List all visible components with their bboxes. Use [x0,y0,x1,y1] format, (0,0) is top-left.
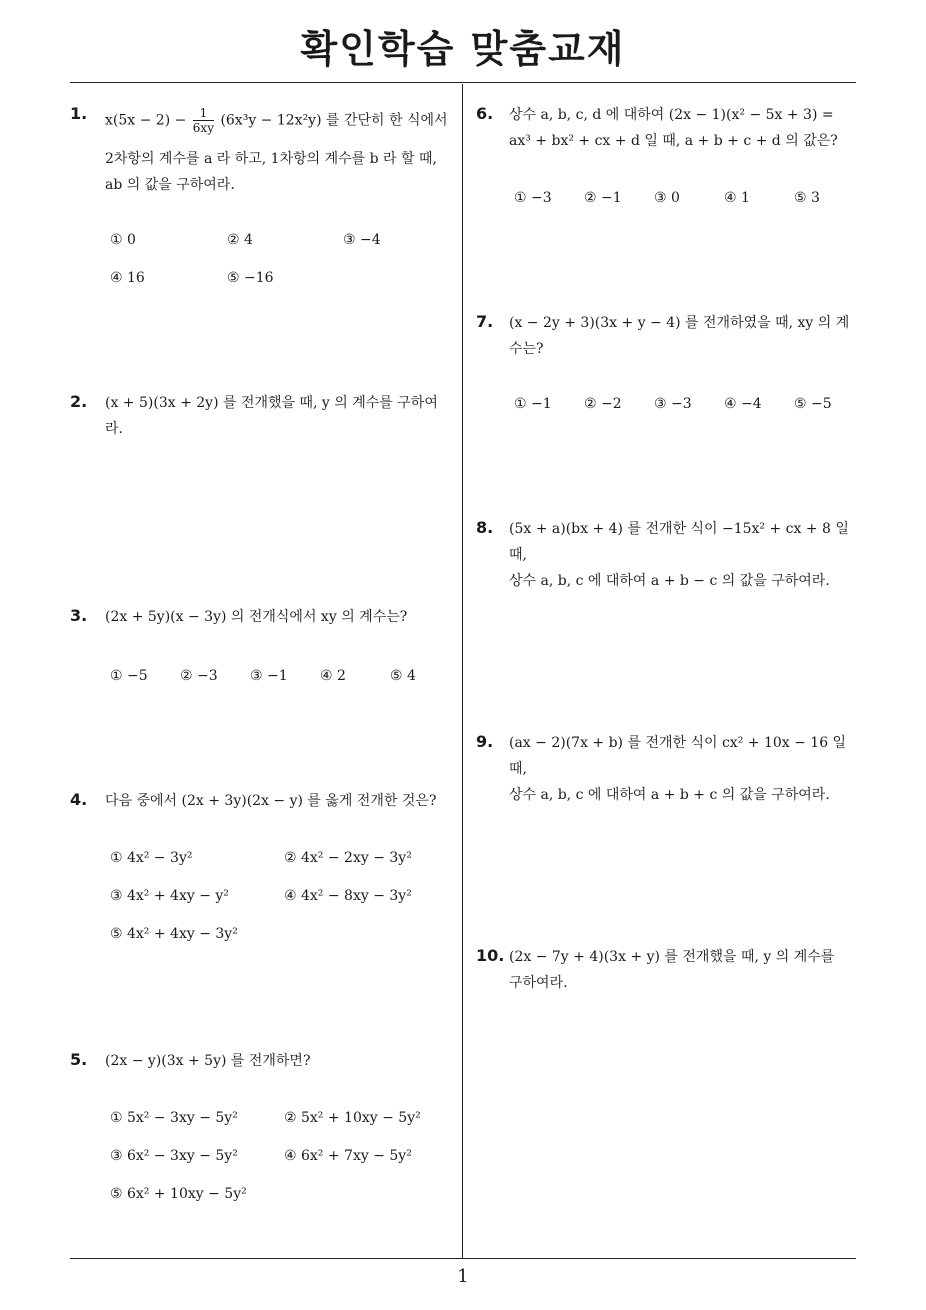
answer-option[interactable]: ① 0 [110,232,136,248]
answer-option[interactable]: ④ 1 [724,190,750,206]
question-text: (x + 5)(3x + 2y) 를 전개했을 때, y 의 계수를 구하여 라. [105,395,438,437]
question-number: 8. [476,518,494,537]
bottom-divider [70,1258,856,1259]
question-text [105,106,465,135]
answer-option[interactable]: ① 4x² − 3y² [110,850,193,866]
question-text-line: ab 의 값을 구하여라. [105,177,235,193]
fraction-numerator: 1 [193,106,214,121]
answer-option[interactable]: ② −1 [584,190,622,206]
answer-option[interactable]: ⑤ −5 [794,396,832,412]
answer-option[interactable]: ② −2 [584,396,622,412]
answer-option[interactable]: ③ −3 [654,396,692,412]
answer-option[interactable]: ② 5x² + 10xy − 5y² [284,1110,421,1126]
page-number: 1 [457,1266,469,1287]
question-number: 4. [70,790,88,809]
question-text: (2x − 7y + 4)(3x + y) 를 전개했을 때, y 의 계수를 구하여라. [509,949,835,991]
answer-option[interactable]: ② 4x² − 2xy − 3y² [284,850,412,866]
answer-option[interactable]: ② 4 [227,232,253,248]
answer-option[interactable]: ③ 6x² − 3xy − 5y² [110,1148,238,1164]
question-text: (ax − 2)(7x + b) 를 전개한 식이 cx² + 10x − 16 일 때, 상수 a, b, c 에 대하여 a + b + c 의 값을 구하여라. [509,735,847,803]
answer-option[interactable]: ⑤ 6x² + 10xy − 5y² [110,1186,247,1202]
answer-option[interactable]: ④ 2 [320,668,346,684]
question-number: 10. [476,946,505,965]
question-text: (5x + a)(bx + 4) 를 전개한 식이 −15x² + cx + 8 일 때, 상수 a, b, c 에 대하여 a + b − c 의 값을 구하여라. [509,521,849,589]
answer-option[interactable]: ③ −4 [343,232,381,248]
answer-option[interactable]: ② −3 [180,668,218,684]
answer-option[interactable]: ④ 6x² + 7xy − 5y² [284,1148,412,1164]
answer-option[interactable]: ③ 4x² + 4xy − y² [110,888,229,904]
question-text-part: x(5x − 2) − [105,112,187,129]
question-number: 3. [70,606,88,625]
answer-option[interactable]: ① 5x² − 3xy − 5y² [110,1110,238,1126]
question-number: 7. [476,312,494,331]
column-divider [462,84,463,1258]
question-text-line: 2차항의 계수를 a 라 하고, 1차항의 계수를 b 라 할 때, [105,151,437,167]
fraction-denominator: 6xy [192,121,214,135]
answer-option[interactable]: ⑤ −16 [227,270,274,286]
answer-option[interactable]: ① −3 [514,190,552,206]
answer-option[interactable]: ④ −4 [724,396,762,412]
question-text-part: (6x³y − 12x²y) 를 간단히 한 식에서 [220,112,448,129]
question-number: 2. [70,392,88,411]
answer-option[interactable]: ① −5 [110,668,148,684]
answer-option[interactable]: ① −1 [514,396,552,412]
question-text: (2x − y)(3x + 5y) 를 전개하면? [105,1053,311,1069]
question-text: 상수 a, b, c, d 에 대하여 (2x − 1)(x² − 5x + 3) = ax³ + bx² + cx + d 일 때, a + b + c + d 의 값은? [509,107,838,149]
question-text: 다음 중에서 (2x + 3y)(2x − y) 를 옳게 전개한 것은? [105,793,437,809]
answer-option[interactable]: ⑤ 3 [794,190,820,206]
question-text: (2x + 5y)(x − 3y) 의 전개식에서 xy 의 계수는? [105,609,408,625]
answer-option[interactable]: ⑤ 4x² + 4xy − 3y² [110,926,238,942]
question-text: (x − 2y + 3)(3x + y − 4) 를 전개하였을 때, xy 의 계 수는? [509,315,850,357]
answer-option[interactable]: ③ −1 [250,668,288,684]
top-divider [70,82,856,83]
question-number: 5. [70,1050,88,1069]
question-number: 9. [476,732,494,751]
answer-option[interactable]: ③ 0 [654,190,680,206]
question-number: 6. [476,104,494,123]
fraction [193,106,214,135]
question-number: 1. [70,104,88,123]
answer-option[interactable]: ⑤ 4 [390,668,416,684]
page-title: 확인학습 맞춤교재 [300,27,626,71]
answer-option[interactable]: ④ 4x² − 8xy − 3y² [284,888,412,904]
answer-option[interactable]: ④ 16 [110,270,145,286]
